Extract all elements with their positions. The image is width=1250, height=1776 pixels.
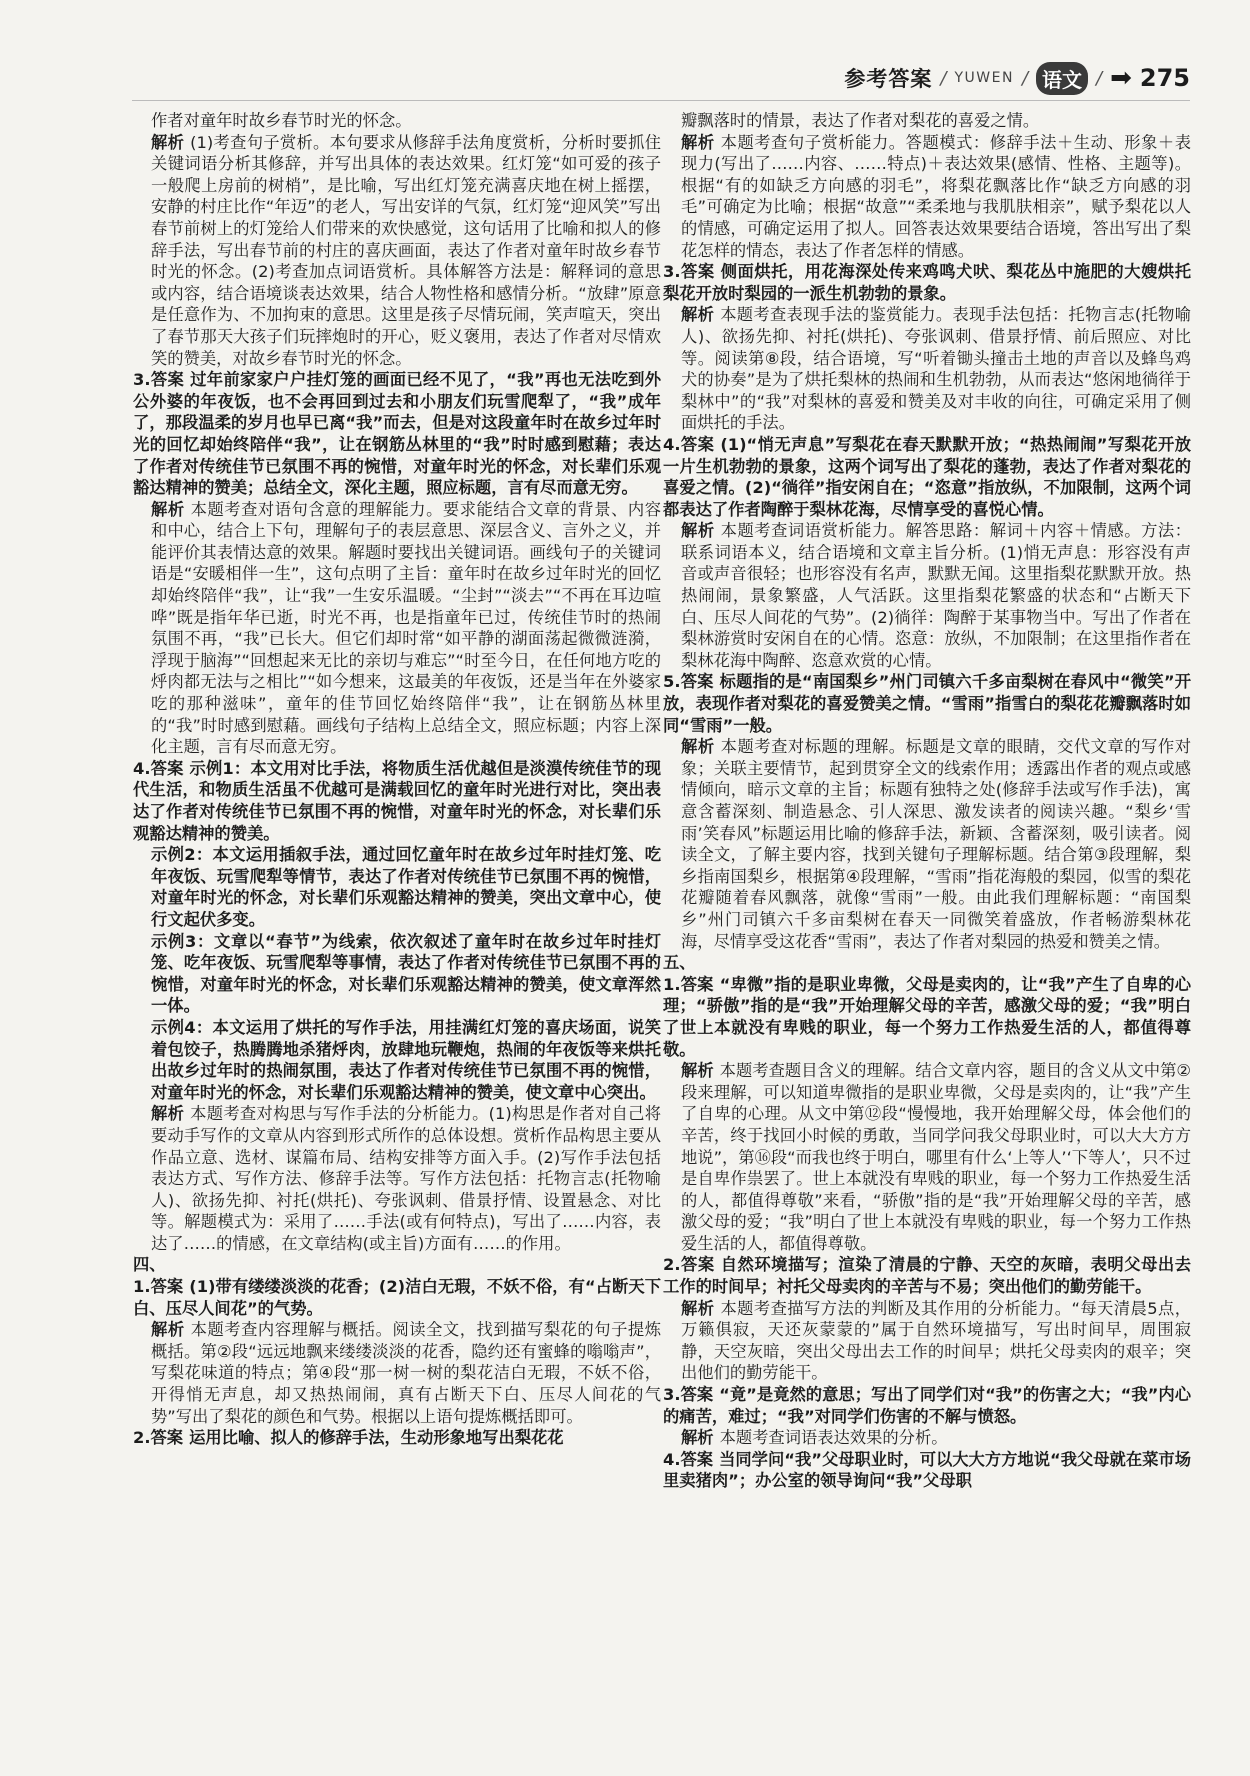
explanation-label: 解析 bbox=[151, 132, 185, 152]
explanation-text: 本题考查题目含义的理解。结合文章内容，题目的含义从文中第②段来理解，可以知道卑微指的是职业卑微，父母是卖肉的，让“我”产生了自卑的心理。从文中第⑫段“慢慢地，我开始理解父母，体会他们的辛苦，终于找回小时候的勇敢，当同学问我父母职业时，可以大大方方地说”，第⑯段“而我也终于明白，哪里有什么‘上等人’‘下等人’，只不过是自卑作祟罢了。世上本就没有卑贱的职业，每一个努力工作热爱生活的人，都值得尊敬”来看，“骄傲”指的是“我”开始理解父母的辛苦，感激父母的爱；“我”明白了世上本就没有卑贱的职业，每一个努力工作热爱生活的人，都值得尊敬。 bbox=[681, 1061, 1191, 1253]
explanation-item bbox=[133, 1319, 661, 1427]
explanation-item bbox=[663, 520, 1191, 671]
question-number: 4. bbox=[663, 434, 681, 454]
page-header bbox=[844, 58, 1190, 98]
explanation-label: 解析 bbox=[151, 1104, 185, 1124]
answer-example bbox=[133, 931, 661, 1017]
answer-label: 答案 bbox=[680, 974, 714, 994]
answer-text: 标题指的是“南国梨乡”州门司镇六千多亩梨树在春风中“微笑”开放，表现作者对梨花的喜爱赞美之情。“雪雨”指雪白的梨花花瓣飘落时如同“雪雨”一般。 bbox=[663, 672, 1191, 735]
answer-item bbox=[663, 671, 1191, 736]
question-number: 2. bbox=[133, 1428, 151, 1448]
answer-label: 答案 bbox=[150, 758, 184, 778]
answer-text: “竟”是竟然的意思；写出了同学们对“我”的伤害之大；“我”内心的痛苦，难过；“我”对同学们伤害的不解与愤怒。 bbox=[663, 1385, 1191, 1426]
header-divider: / bbox=[1021, 67, 1029, 89]
question-number: 4. bbox=[133, 758, 151, 778]
answer-text: “卑微”指的是职业卑微，父母是卖肉的，让“我”产生了自卑的心理；“骄傲”指的是“我”开始理解父母的辛苦，感激父母的爱；“我”明白了世上本就没有卑贱的职业，每一个努力工作热爱生活的人，都值得尊敬。 bbox=[663, 974, 1191, 1059]
answer-text: 过年前家家户户挂灯笼的画面已经不见了，“我”再也无法吃到外公外婆的年夜饭，也不会再回到过去和小朋友们玩雪爬犁了，“我”成年了，那段温柔的岁月也早已离“我”而去，但是对这段童年时在故乡过年时光的回忆却始终陪伴“我”，让在钢筋丛林里的“我”时时感到慰藉；表达了作者对传统佳节已氛围不再的惋惜，对童年时光的怀念，对长辈们乐观豁达精神的赞美；总结全文，深化主题，照应标题，言有尽而意无穷。 bbox=[133, 370, 661, 498]
explanation-item bbox=[133, 132, 661, 370]
answer-label: 答案 bbox=[150, 1428, 184, 1448]
answer-item bbox=[133, 369, 661, 499]
answer-label: 答案 bbox=[680, 1449, 714, 1469]
answer-text: 示例2：本文运用插叙手法，通过回忆童年时在故乡过年时挂灯笼、吃年夜饭、玩雪爬犁等情节，表达了作者对传统佳节已氛围不再的惋惜，对童年时光的怀念，对长辈们乐观豁达精神的赞美，突出文章中心，使行文起伏多变。 bbox=[151, 845, 661, 929]
answer-item bbox=[133, 1427, 661, 1449]
answer-item bbox=[663, 1449, 1191, 1492]
explanation-text: 本题考查对标题的理解。标题是文章的眼睛，交代文章的写作对象；关联主要情节，起到贯穿全文的线索作用；透露出作者的观点或感情倾向，暗示文章的主旨；标题有独特之处(修辞手法或写作手法)，寓意含蓄深刻、制造悬念、引人深思、激发读者的阅读兴趣。“梨乡‘雪雨’笑春风”标题运用比喻的修辞手法，新颖、含蓄深刻，吸引读者。阅读全文，了解主要内容，找到关键句子理解标题。结合第③段理解，梨乡指南国梨乡，根据第④段理解，“雪雨”指花海般的梨园，似雪的梨花花瓣随着春风飘落，就像“雪雨”一般。由此我们理解标题：“南国梨乡”州门司镇六千多亩梨树在春天一同微笑着盛放，作者畅游梨林花海，尽情享受这花香“雪雨”，表达了作者对梨园的热爱和赞美之情。 bbox=[681, 737, 1191, 951]
explanation-item bbox=[133, 1103, 661, 1254]
explanation-text: 本题考查对语句含意的理解能力。要求能结合文章的背景、内容和中心，结合上下句，理解句子的表层意思、深层含义、言外之义，并能评价其表情达意的效果。解题时要找出关键词语。画线句子的关键词语是“安暖相伴一生”，这句点明了主旨：童年时在故乡过年时光的回忆却始终陪伴“我”，让“我”一生安乐温暖。“尘封”“淡去”“不再在耳边喧哗”既是指年华已逝，时光不再，也是指童年已过，传统佳节时的热闹氛围不再，“我”已长大。但它们却时常“如平静的湖面荡起微微涟漪，浮现于脑海”“回想起来无比的亲切与难忘”“时至今日，在任何地方吃的烀肉都无法与之相比”“如今想来，这最美的年夜饭，还是当年在外婆家吃的那种滋味”，童年的佳节回忆始终陪伴“我”，让在钢筋丛林里的“我”时时感到慰藉。画线句子结构上总结全文，照应标题；内容上深化主题，言有尽而意无穷。 bbox=[151, 499, 661, 757]
answer-item bbox=[133, 1276, 661, 1319]
page-number: 275 bbox=[1139, 64, 1190, 92]
header-divider: / bbox=[1096, 67, 1103, 89]
answer-item bbox=[663, 1384, 1191, 1427]
continued-text: 作者对童年时故乡春节时光的怀念。 bbox=[151, 111, 412, 130]
answer-text: 自然环境描写；渲染了清晨的宁静、天空的灰暗，表明父母出去工作的时间早；衬托父母卖肉的辛苦与不易；突出他们的勤劳能干。 bbox=[663, 1255, 1191, 1297]
explanation-text: 本题考查内容理解与概括。阅读全文，找到描写梨花的句子提炼概括。第②段“远远地飘来缕缕淡淡的花香，隐约还有蜜蜂的嗡嗡声”，写梨花味道的特点；第④段“那一树一树的梨花洁白无瑕，不妖不俗，开得悄无声息，却又热热闹闹，真有占断天下白、压尽人间花的气势”写出了梨花的颜色和气势。根据以上语句提炼概括即可。 bbox=[151, 1320, 661, 1426]
header-divider: / bbox=[940, 67, 947, 89]
answer-item bbox=[663, 261, 1191, 304]
answer-text: (1)带有缕缕淡淡的花香；(2)洁白无瑕，不妖不俗，有“占断天下白、压尽人间花”的气势。 bbox=[133, 1277, 661, 1318]
answer-text: 示例1：本文用对比手法，将物质生活优越但是淡漠传统佳节的现代生活，和物质生活虽不优越可是满载回忆的童年时光进行对比，突出表达了作者对传统佳节已氛围不再的惋惜，对童年时光的怀念，对长辈们乐观豁达精神的赞美。 bbox=[133, 758, 661, 843]
question-number: 1. bbox=[133, 1277, 151, 1297]
explanation-item bbox=[663, 132, 1191, 262]
explanation-label: 解析 bbox=[151, 499, 185, 519]
explanation-label: 解析 bbox=[681, 737, 715, 757]
answer-text: 当同学问“我”父母职业时，可以大大方方地说“我父母就在菜市场里卖猪肉”；办公室的领导询问“我”父母职 bbox=[663, 1449, 1191, 1491]
explanation-label: 解析 bbox=[681, 132, 715, 152]
answer-text: 示例4：本文运用了烘托的写作手法，用挂满红灯笼的喜庆场面，说笑着包饺子，热腾腾地杀猪烀肉，放肆地玩鞭炮，热闹的年夜饭等来烘托出故乡过年时的热闹氛围，表达了作者对传统佳节已氛围不再的惋惜，对童年时光的怀念，对长辈们乐观豁达精神的赞美，使文章中心突出。 bbox=[151, 1017, 661, 1102]
explanation-label: 解析 bbox=[681, 521, 715, 541]
answer-item bbox=[133, 758, 661, 844]
explanation-text: (1)考查句子赏析。本句要求从修辞手法角度赏析，分析时要抓住关键词语分析其修辞，并写出具体的表达效果。红灯笼“如可爱的孩子一般爬上房前的树梢”，是比喻，写出红灯笼充满喜庆地在树上摇摆，安静的村庄比作“年迈”的老人，写出安详的气氛，红灯笼“迎风笑”写出春节前树上的灯笼给人们带来的欢快感觉，这句话用了比喻和拟人的修辞手法，写出春节前的村庄的喜庆画面，表达了作者对童年时故乡春节时光的怀念。(2)考查加点词语赏析。具体解答方法是：解释词的意思或内容，结合语境谈表达效果，结合人物性格和感情分析。“放肆”原意是任意作为、不加拘束的意思。这里是孩子尽情玩闹，笑声喧天，突出了春节那天大孩子们玩摔炮时的开心，贬义褒用，表达了作者对尽情欢笑的赞美，对故乡春节时光的怀念。 bbox=[151, 132, 661, 368]
explanation-text: 本题考查表现手法的鉴赏能力。表现手法包括：托物言志(托物喻人)、欲扬先抑、衬托(烘托)、夸张讽刺、借景抒情、前后照应、对比等。阅读第⑧段，结合语境，写“听着锄头撞击土地的声音以及蜂鸟鸡犬的协奏”是为了烘托梨林的热闹和生机勃勃，从而表达“悠闲地徜徉于梨林中”的“我”对梨林的喜爱和赞美及对丰收的向往，可确定采用了侧面烘托的手法。 bbox=[681, 305, 1191, 433]
explanation-text: 本题考查描写方法的判断及其作用的分析能力。“每天清晨5点，万籁俱寂，天还灰蒙蒙的”属于自然环境描写，写出时间早，周围寂静，天空灰暗，突出父母出去工作的时间早；烘托父母卖肉的艰辛；突出他们的勤劳能干。 bbox=[681, 1298, 1191, 1383]
question-number: 4. bbox=[663, 1449, 681, 1469]
question-number: 2. bbox=[663, 1255, 681, 1275]
question-number: 3. bbox=[663, 262, 681, 282]
question-number: 3. bbox=[663, 1385, 681, 1405]
explanation-item bbox=[663, 1427, 1191, 1449]
answer-label: 答案 bbox=[680, 262, 715, 282]
header-subject-en: YUWEN bbox=[954, 70, 1014, 86]
arrow-right-icon: ➡ bbox=[1110, 63, 1132, 93]
answer-text: 侧面烘托，用花海深处传来鸡鸣犬吠、梨花丛中施肥的大嫂烘托梨花开放时梨园的一派生机勃勃的景象。 bbox=[663, 262, 1191, 303]
explanation-label: 解析 bbox=[151, 1320, 185, 1340]
explanation-text: 本题考查词语赏析能力。解答思路：解词＋内容＋情感。方法：联系词语本义，结合语境和文章主旨分析。(1)悄无声息：形容没有声音或声音很轻；也形容没有名声，默默无闻。这里指梨花默默开放。热热闹闹，景象繁盛，人气活跃。这里指梨花繁盛的状态和“占断天下白、压尽人间花的气势”。(2)徜徉：陶醉于某事物当中。写出了作者在梨林游赏时安闲自在的心情。恣意：放纵，不加限制；在这里指作者在梨林花海中陶醉、恣意欢赏的心情。 bbox=[681, 521, 1191, 670]
answer-label: 答案 bbox=[150, 1277, 184, 1297]
explanation-label: 解析 bbox=[681, 1428, 714, 1448]
explanation-text: 本题考查对构思与写作手法的分析能力。(1)构思是作者对自己将要动手写作的文章从内容到形式所作的总体设想。赏析作品构思主要从作品立意、选材、谋篇布局、结构安排等方面入手。(2)写作手法包括表达方式、写作方法、修辞手法等。写作方法包括：托物言志(托物喻人)、欲扬先抑、衬托(烘托)、夸张讽刺、借景抒情、设置悬念、对比等。解题模式为：采用了……手法(或有何特点)，写出了……内容，表达了……的情感，在文章结构(或主旨)方面有……的作用。 bbox=[151, 1104, 661, 1253]
answer-item bbox=[663, 434, 1191, 520]
answer-example bbox=[133, 1017, 661, 1103]
right-column bbox=[663, 110, 1191, 1750]
header-subject-badge: 语文 bbox=[1036, 62, 1088, 95]
answer-label: 答案 bbox=[680, 1255, 715, 1275]
answer-label: 答案 bbox=[680, 434, 715, 454]
explanation-item bbox=[663, 304, 1191, 434]
explanation-text: 本题考查词语表达效果的分析。 bbox=[719, 1428, 948, 1448]
explanation-item bbox=[663, 736, 1191, 952]
answer-example bbox=[133, 844, 661, 930]
explanation-text: 本题考查句子赏析能力。答题模式：修辞手法＋生动、形象＋表现力(写出了……内容、……特点)＋表达效果(感情、性格、主题等)。根据“有的如缺乏方向感的羽毛”，将梨花飘落比作“缺乏方向感的羽毛”可确定为比喻；根据“故意”“柔柔地与我肌肤相亲”，赋予梨花以人的情感，可确定运用了拟人。回答表达效果要结合语境，答出写出了梨花怎样的情态，表达了作者怎样的情感。 bbox=[681, 132, 1191, 260]
section-heading: 四、 bbox=[133, 1255, 166, 1275]
header-rule bbox=[132, 100, 1190, 101]
answer-label: 答案 bbox=[150, 370, 185, 390]
answer-label: 答案 bbox=[680, 672, 714, 692]
answer-label: 答案 bbox=[680, 1385, 714, 1405]
answer-text: 示例3：文章以“春节”为线索，依次叙述了童年时在故乡过年时挂灯笼、吃年夜饭、玩雪爬犁等事情，表达了作者对传统佳节已氛围不再的惋惜，对童年时光的怀念，对长辈们乐观豁达精神的赞美，使文章浑然一体。 bbox=[151, 931, 661, 1016]
question-number: 5. bbox=[663, 672, 681, 692]
answer-item bbox=[663, 1254, 1191, 1297]
explanation-item bbox=[133, 499, 661, 758]
explanation-label: 解析 bbox=[681, 1298, 715, 1318]
answer-text: (1)“悄无声息”写梨花在春天默默开放；“热热闹闹”写梨花开放一片生机勃勃的景象，这两个词写出了梨花的蓬勃，表达了作者对梨花的喜爱之情。(2)“徜徉”指安闲自在；“恣意”指放纵，不加限制，这两个词都表达了作者陶醉于梨林花海，尽情享受的喜悦心情。 bbox=[663, 434, 1191, 519]
left-column bbox=[133, 110, 661, 1750]
explanation-item bbox=[663, 1298, 1191, 1384]
header-title: 参考答案 bbox=[844, 67, 933, 91]
answer-text: 运用比喻、拟人的修辞手法，生动形象地写出梨花花 bbox=[189, 1428, 564, 1448]
continued-text: 瓣飘落时的情景，表达了作者对梨花的喜爱之情。 bbox=[681, 111, 1040, 130]
explanation-label: 解析 bbox=[681, 305, 715, 325]
question-number: 1. bbox=[663, 974, 681, 994]
explanation-label: 解析 bbox=[681, 1061, 714, 1081]
explanation-item bbox=[663, 1060, 1191, 1254]
question-number: 3. bbox=[133, 370, 151, 390]
section-heading: 五、 bbox=[663, 953, 696, 973]
answer-item bbox=[663, 974, 1191, 1060]
